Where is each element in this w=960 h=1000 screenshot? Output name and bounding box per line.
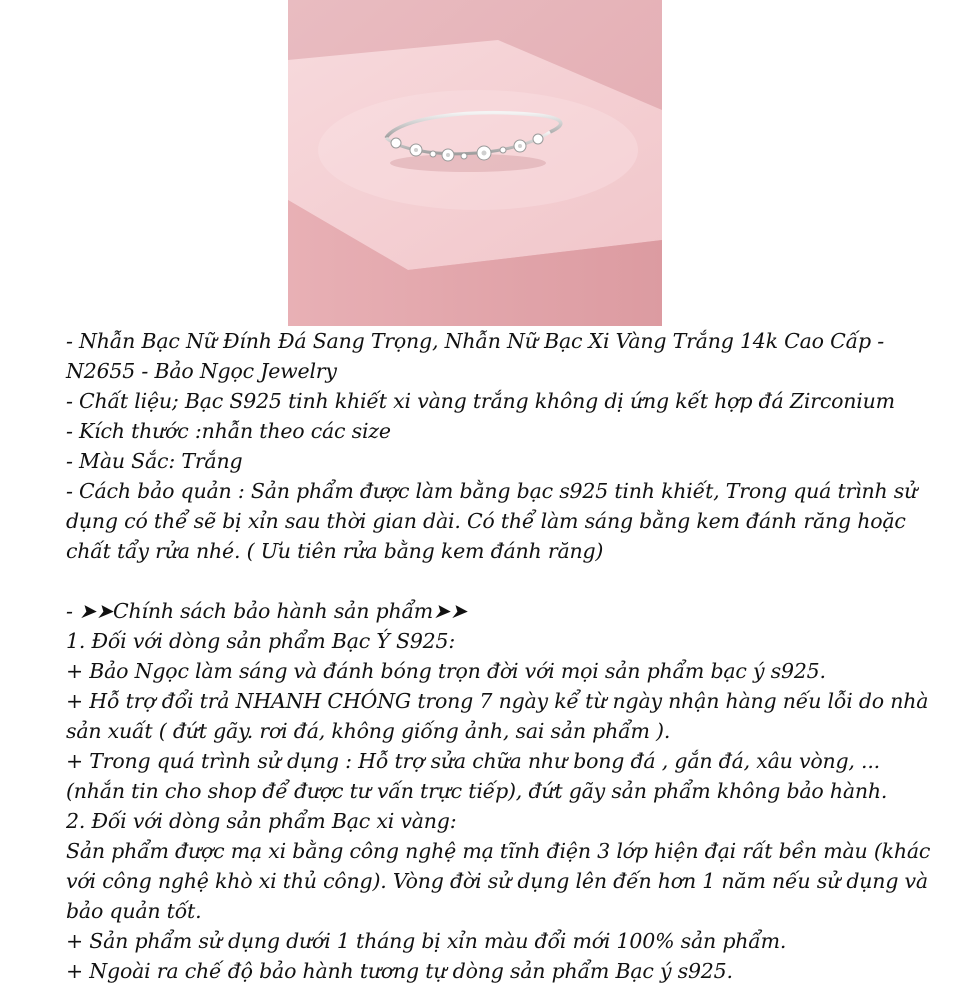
product-photo — [288, 0, 662, 326]
care-line: - Cách bảo quản : Sản phẩm được làm bằng bạc s925 tinh khiết, Trong quá trình sử dụng có thể sẽ bị xỉn sau thời gian dài. Có thể làm sáng bằng kem đánh răng hoặc chất tẩy rửa nhé. ( Ưu tiên rửa bằng kem đánh răng) — [66, 479, 924, 563]
section1-item: + Bảo Ngọc làm sáng và đánh bóng trọn đời với mọi sản phẩm bạc ý s925. — [66, 659, 826, 683]
section2-item: + Sản phẩm sử dụng dưới 1 tháng bị xỉn màu đổi mới 100% sản phẩm. — [66, 929, 787, 953]
section1-item: + Trong quá trình sử dụng : Hỗ trợ sửa chữa như bong đá , gắn đá, xâu vòng, ... (nhắn tin cho shop để được tư vấn trực tiếp), đứt gãy sản phẩm không bảo hành. — [66, 749, 888, 803]
warranty-heading: - ➤➤Chính sách bảo hành sản phẩm➤➤ — [66, 599, 467, 623]
product-title: - Nhẫn Bạc Nữ Đính Đá Sang Trọng, Nhẫn Nữ Bạc Xi Vàng Trắng 14k Cao Cấp - N2655 - Bảo Ngọc Jewelry — [66, 329, 891, 383]
section1-heading: 1. Đối với dòng sản phẩm Bạc Ý S925: — [66, 629, 456, 653]
product-description — [66, 326, 936, 986]
section2-paragraph: Sản phẩm được mạ xi bằng công nghệ mạ tĩnh điện 3 lớp hiện đại rất bền màu (khác với công nghệ khò xi thủ công). Vòng đời sử dụng lên đến hơn 1 năm nếu sử dụng và bảo quản tốt. — [66, 839, 937, 923]
section2-heading: 2. Đối với dòng sản phẩm Bạc xi vàng: — [66, 809, 457, 833]
section2-item: + Ngoài ra chế độ bảo hành tương tự dòng sản phẩm Bạc ý s925. — [66, 959, 733, 983]
material-line: - Chất liệu; Bạc S925 tinh khiết xi vàng trắng không dị ứng kết hợp đá Zirconium — [66, 389, 895, 413]
size-line: - Kích thước :nhẫn theo các size — [66, 419, 391, 443]
color-line: - Màu Sắc: Trắng — [66, 449, 243, 473]
section1-item: + Hỗ trợ đổi trả NHANH CHÓNG trong 7 ngày kể từ ngày nhận hàng nếu lỗi do nhà sản xuất ( đứt gãy. rơi đá, không giống ảnh, sai sản phẩm ). — [66, 689, 935, 743]
spacer — [66, 566, 936, 596]
silver-ring-photo-icon — [288, 0, 662, 326]
